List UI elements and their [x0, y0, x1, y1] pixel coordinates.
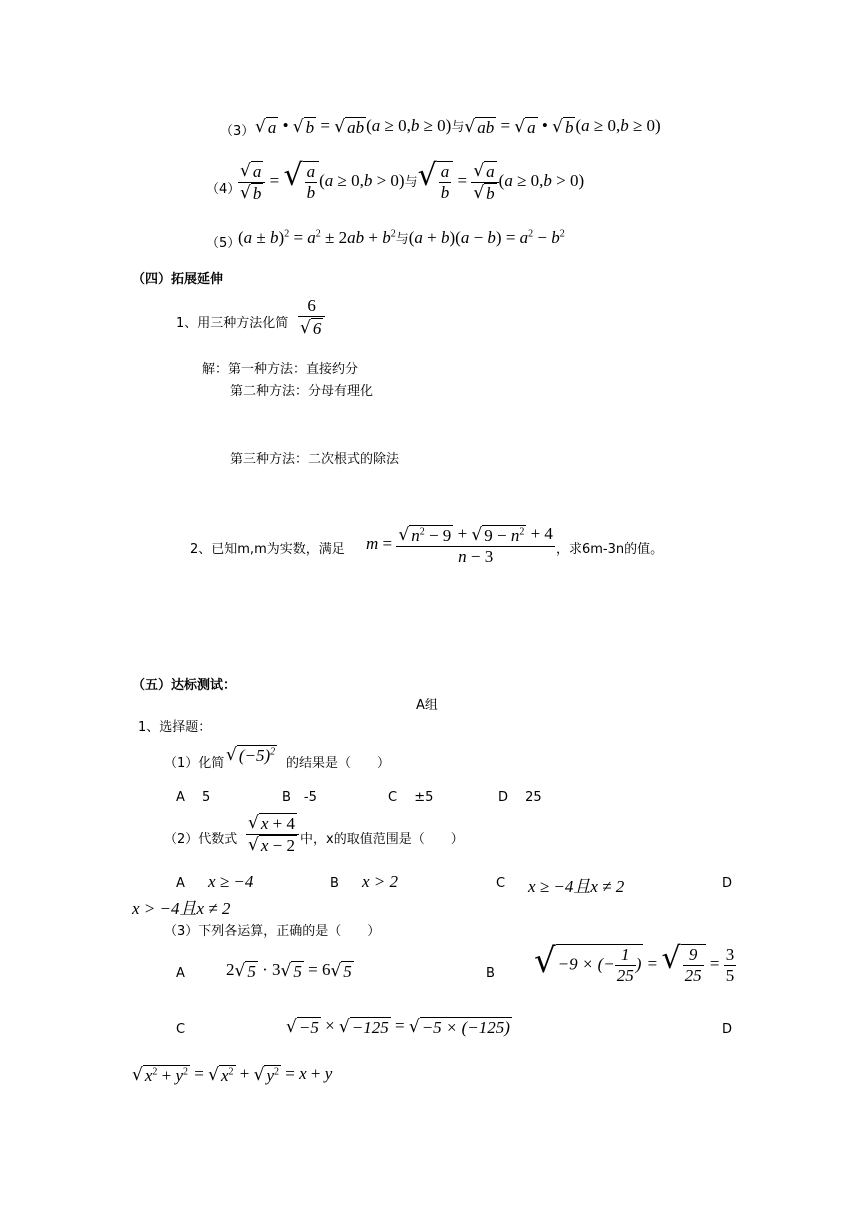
q2-option-d-label: D [722, 876, 733, 891]
q2-text-a: （2）代数式 [164, 832, 238, 847]
formula-3: √ a • √ b = √ ab (a ≥ 0,b ≥ 0)与 √ ab = √ a • √ b (a ≥ 0,b ≥ 0) [255, 116, 661, 137]
s4-method-2: 第二种方法：分母有理化 [230, 384, 374, 399]
q1-text-b: 的结果是（ ） [286, 756, 391, 771]
q3-d-label: D [722, 1022, 733, 1037]
section-5-title: （五）达标测试： [132, 678, 237, 693]
s4-method-3: 第三种方法：二次根式的除法 [230, 452, 400, 467]
formula-4-label: （4） [206, 182, 241, 197]
q2-option-b: x > 2 [362, 872, 399, 891]
q2-option-a: x ≥ −4 [208, 872, 254, 891]
q2-option-c-label: C [496, 876, 506, 891]
s4-q2-expr: m = √ $n^2 - 9$ + √ $9 - n^2$ + 4 n − 3 [366, 524, 553, 566]
q3-a-label: A [176, 966, 185, 981]
q2-text-b: 中，x的取值范围是（ ） [300, 832, 464, 847]
s4-q2-suffix: ，求6m-3n的值。 [556, 542, 664, 557]
section-4-title: （四）拓展延伸 [132, 272, 224, 287]
yu-text: 与 [395, 232, 409, 247]
q1-option-b: B -5 [282, 790, 317, 805]
q3-c-label: C [176, 1022, 186, 1037]
q1-option-a: A 5 [176, 790, 211, 805]
s4-q1-text: 1、用三种方法化简 [176, 316, 289, 331]
q1-expr: √ $(-5)^2$ [226, 744, 276, 765]
q1-option-d: D 25 [498, 790, 542, 805]
q1-text-a: （1）化简 [164, 756, 225, 771]
s4-q1-expr: 6 √ 6 [298, 296, 325, 339]
yu-text: 与 [451, 120, 465, 135]
formula-3-label: （3） [220, 124, 255, 139]
formula-5-label: （5） [206, 236, 241, 251]
select-heading: 1、选择题： [138, 720, 212, 735]
q3-text: （3）下列各运算，正确的是（ ） [164, 924, 381, 939]
q2-option-b-label: B [330, 876, 339, 891]
q2-option-d: x > −4且x ≠ 2 [132, 899, 231, 918]
q1-option-c: C ±5 [388, 790, 434, 805]
formula-4: √ a √ b = √ $\frac{a}{b}$ (a ≥ 0,b > 0)与 √ $\frac{a}{b}$ = √ a √ b (a ≥ 0,b > 0) [240, 158, 585, 204]
q2-option-c: x ≥ −4且x ≠ 2 [528, 877, 625, 896]
q3-b-label: B [486, 966, 495, 981]
formula-5: $(a \pm b)^2 = a^2 \pm 2ab + b^2$与$(a + b)(a - b) = a^2 - b^2$ [238, 228, 565, 247]
q2-option-a-label: A [176, 876, 185, 891]
q3-b: √ −9 × (− $\frac{1}{25}$ ) = √ $\frac{9}{25}$ = $\frac{3}{5}$ [534, 941, 735, 985]
group-label: A组 [416, 698, 438, 713]
q2-expr: √ x + 4 √ x − 2 [246, 812, 299, 856]
q3-c: √ −5 × √ −125 = √ −5 × (−125) [286, 1016, 510, 1037]
q3-a: 2 √ 5 · 3 √ 5 = 6 √ 5 [226, 960, 352, 981]
q3-d: √ $x^2 + y^2$ = √ $x^2$ + √ $y^2$ = x + y [132, 1064, 333, 1085]
s4-q2-prefix: 2、已知m,m为实数，满足 [190, 542, 345, 557]
yu-text: 与 [404, 175, 418, 190]
s4-solution-label: 解：第一种方法：直接约分 [202, 362, 359, 377]
